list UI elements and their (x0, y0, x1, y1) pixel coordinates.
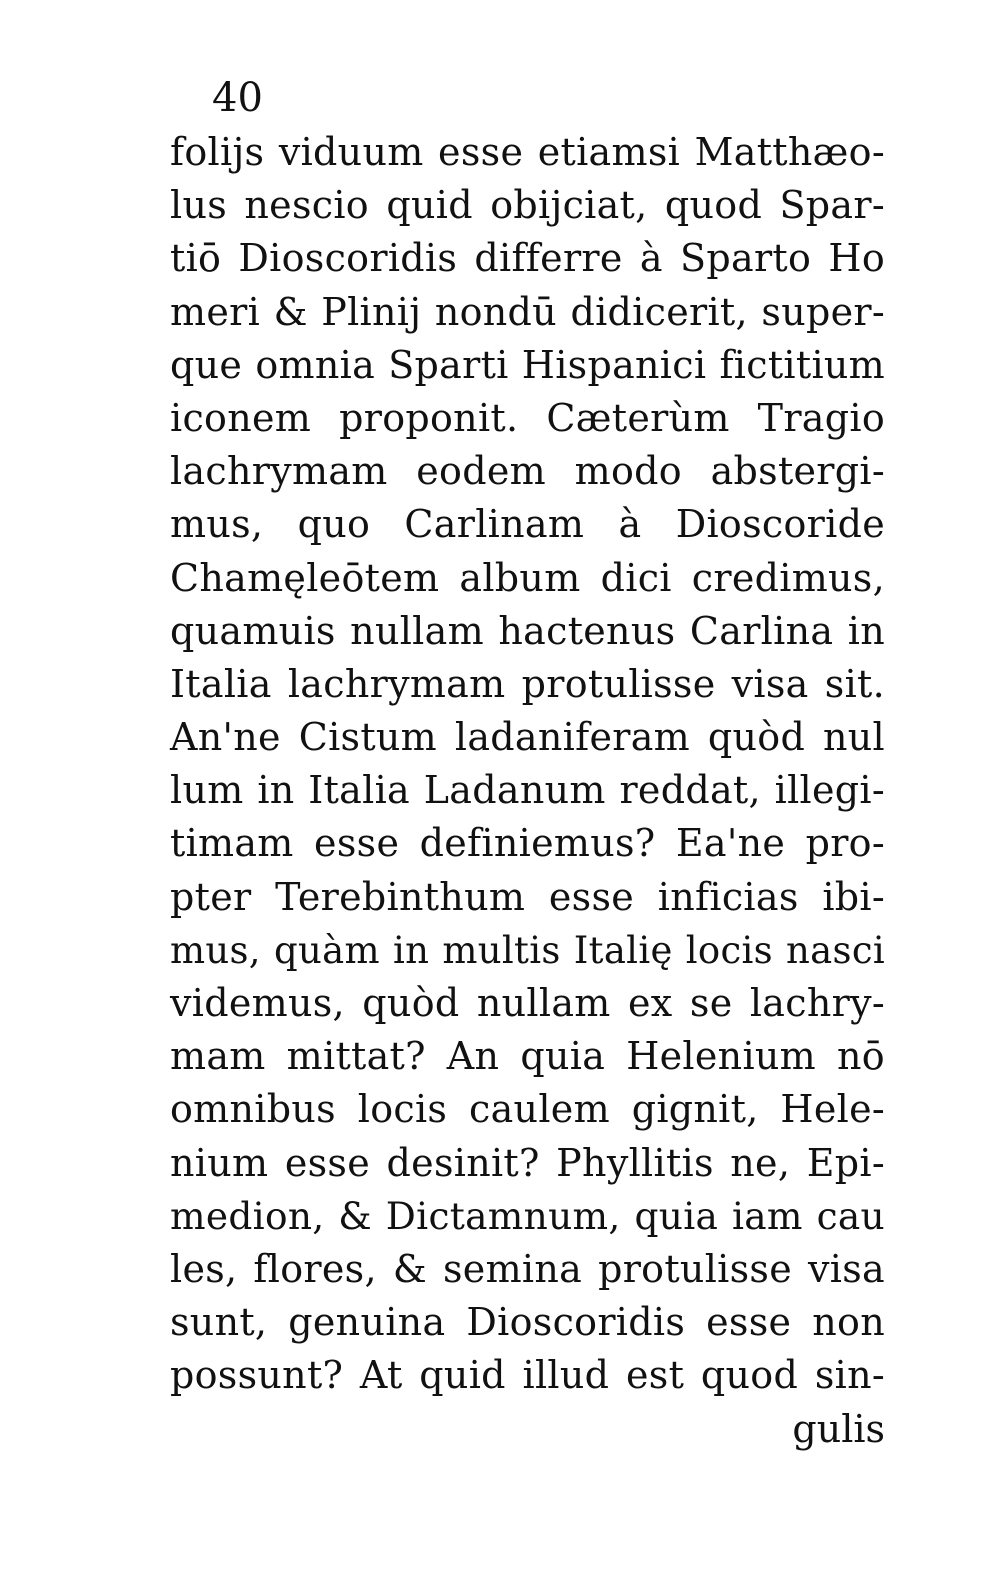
catchword-row (170, 1403, 885, 1456)
text-line: iconem proponit. Cæterùm Tragio (170, 395, 885, 440)
text-line: videmus, quòd nullam ex se lachry- (170, 981, 885, 1025)
page-number: 40 (212, 75, 263, 121)
text-line: An'ne Cistum ladaniferam quòd nul (170, 715, 885, 760)
text-line: quamuis nullam hactenus Carlina in (170, 608, 885, 653)
text-line: Italia lachrymam protulisse visa sit. (170, 661, 885, 706)
text-line: possunt? At quid illud est quod sin- (170, 1353, 885, 1398)
catchword: gulis (792, 1406, 885, 1451)
text-line: que omnia Sparti Hispanici fictitium (170, 342, 885, 387)
text-line: meri & Plinij nondū didicerit, super- (170, 289, 885, 334)
text-line: Chamęleōtem album dici credimus, (170, 555, 885, 600)
text-line: mam mittat? An quia Helenium nō (170, 1034, 885, 1079)
text-line: mus, quo Carlinam à Dioscoride (170, 502, 885, 547)
text-line: lus nescio quid obijciat, quod Spar- (170, 183, 885, 228)
text-line: folijs viduum esse etiamsi Matthæo- (170, 130, 885, 174)
text-line: sunt, genuina Dioscoridis esse non (170, 1300, 885, 1345)
text-line: mus, quàm in multis Italię locis nasci (170, 928, 885, 972)
body-text (170, 126, 885, 1456)
text-line: lachrymam eodem modo abstergi- (170, 449, 885, 494)
text-line: nium esse desinit? Phyllitis ne, Epi- (170, 1140, 885, 1185)
text-line: medion, & Dictamnum, quia iam cau (170, 1193, 885, 1238)
text-line: pter Terebinthum esse inficias ibi- (170, 874, 885, 919)
text-line: tiō Dioscoridis differre à Sparto Ho (170, 236, 885, 281)
text-line: lum in Italia Ladanum reddat, illegi- (170, 768, 885, 813)
text-line: omnibus locis caulem gignit, Hele- (170, 1087, 885, 1132)
text-line: les, flores, & semina protulisse visa (170, 1246, 885, 1291)
text-line: timam esse definiemus? Ea'ne pro- (170, 821, 885, 866)
